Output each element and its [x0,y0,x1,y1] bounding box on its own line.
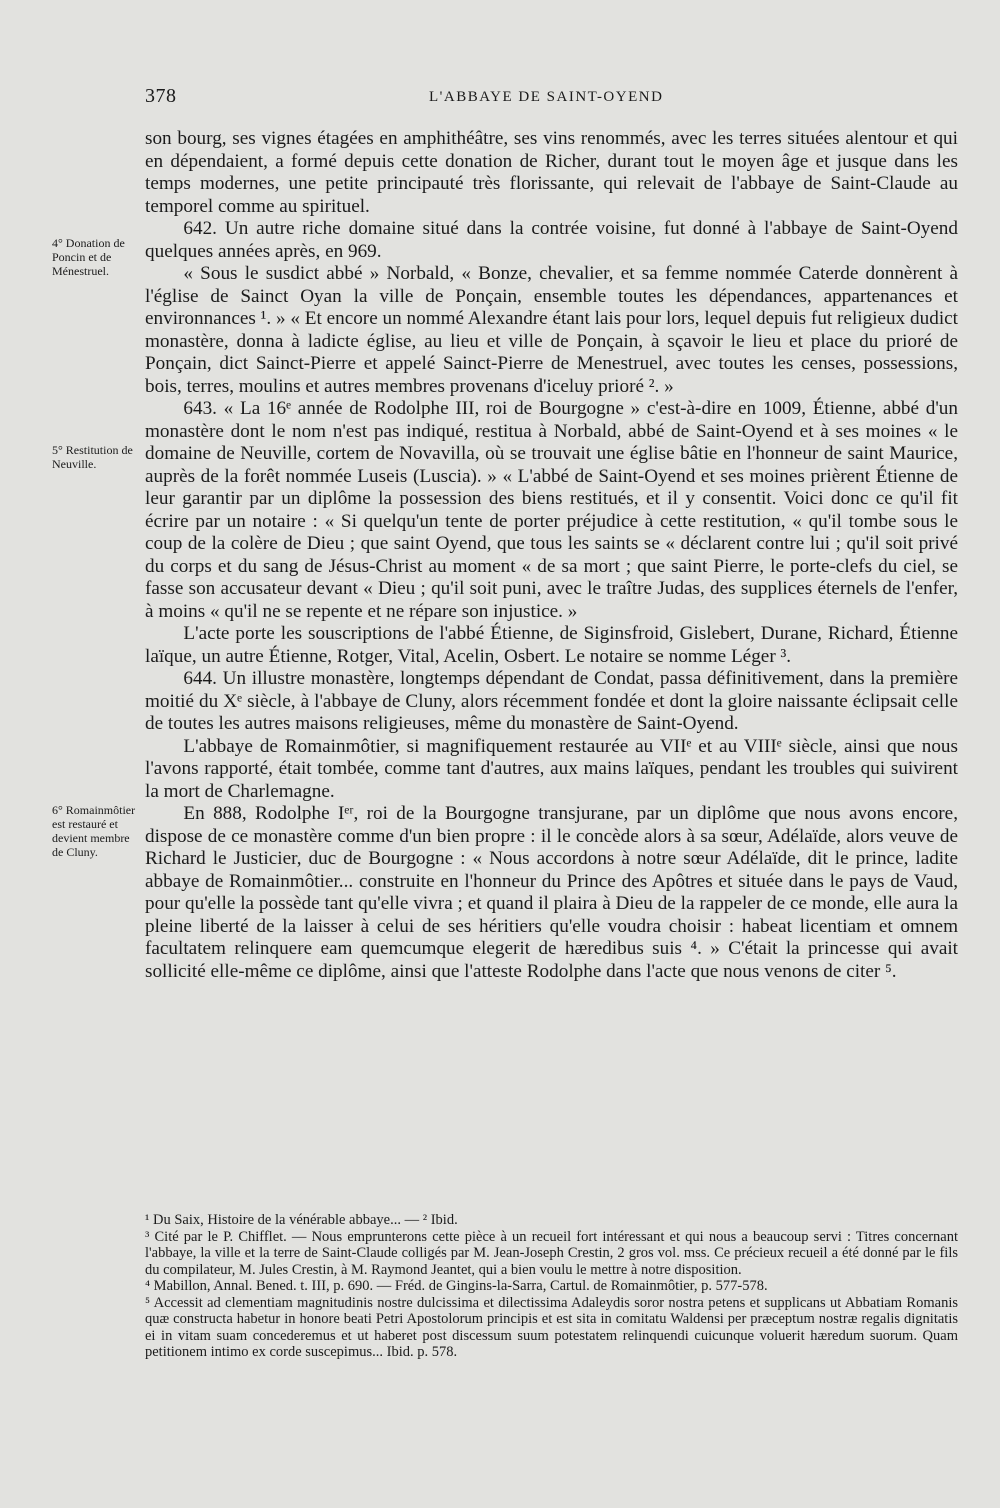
footnote: ⁴ Mabillon, Annal. Bened. t. III, p. 690. — Fréd. de Gingins-la-Sarra, Cartul. de Romainmôtier, p. 577-578. [145,1278,768,1294]
paragraph: son bourg, ses vignes étagées en amphithéâtre, ses vins renommés, avec les terres situées alentour et qui en dépendaient, a formé depuis cette donation de Richer, durant tout le moyen âge et jusque dans les temps modernes, une petite principauté très florissante, qui relevait de l'abbaye de Saint-Claude au temporel comme au spirituel. [145,128,958,217]
footnote: ³ Cité par le P. Chifflet. — Nous emprunterons cette pièce à un recueil fort intéressant et qui nous a beaucoup servi : Titres concernant l'abbaye, la ville et la terre de Saint-Claude colligés par M. Jean-Joseph Crestin, 2 gros vol. mss. Ce précieux recueil a été donné par le fils du compilateur, M. Jules Crestin, à M. Raymond Jeantet, qui a bien voulu le mettre à notre disposition. [145,1228,958,1278]
page-header [145,85,965,111]
paragraph: L'acte porte les souscriptions de l'abbé Étienne, de Siginsfroid, Gislebert, Durane, Richard, Étienne laïque, un autre Étienne, Rotger, Vital, Acelin, Osbert. Le notaire se nomme Léger ³. [145,623,958,667]
running-head: L'ABBAYE DE SAINT-OYEND [429,89,664,105]
margin-note-donation: 4° Donation de Poncin et de Ménestruel. [52,236,125,278]
paragraph: « Sous le susdict abbé » Norbald, « Bonze, chevalier, et sa femme nommée Caterde donnèrent à l'église de Sainct Oyan la ville de Ponçain, ensemble toutes les dépendances, appartenances et environnances ¹. » « Et encore un nommé Alexandre étant lais pour lors, lequel depuis fut religieux dudict monastère, donna à ladicte église, au lieu et ville de Ponçain, à sçavoir le lieu et place du prioré de Ponçain, dict Sainct-Pierre et appelé Sainct-Pierre de Menestruel, avec toutes les censes, possessions, bois, terres, moulins et autres membres provenans d'iceluy prioré ². » [145,263,958,397]
paragraph: En 888, Rodolphe Iᵉʳ, roi de la Bourgogne transjurane, par un diplôme que nous avons encore, dispose de ce monastère comme d'un bien propre : il le concède alors à sa sœur, Adélaïde, alors veuve de Richard le Justicier, duc de Bourgogne : « Nous accordons à notre sœur Adélaïde, dit le prince, ladite abbaye de Romainmôtier... construite en l'honneur du Prince des Apôtres et située dans le pays de Vaud, pour qu'elle la possède tant qu'elle vivra ; et quand il plaira à Dieu de la rappeler de ce monde, elle aura la pleine liberté de la laisser à celui de ses héritiers qu'elle voudra choisir : habeat licentiam et omnem facultatem relinquere eam quemcumque elegerit de hæredibus suis ⁴. » C'était la princesse qui avait sollicité elle-même ce diplôme, ainsi que l'atteste Rodolphe dans l'acte que nous venons de citer ⁵. [145,803,958,982]
main-text [145,128,958,983]
margin-note-restitution: 5° Restitution de Neuville. [52,443,133,471]
paragraph: 642. Un autre riche domaine situé dans la contrée voisine, fut donné à l'abbaye de Saint-Oyend quelques années après, en 969. [145,218,958,262]
page-number: 378 [145,85,177,107]
footnote: ¹ Du Saix, Histoire de la vénérable abbaye... — ² Ibid. [145,1212,458,1228]
margin-note-romainmotier: 6° Romainmôtier est restauré et devient membre de Cluny. [52,803,136,859]
footnotes [145,1212,958,1361]
paragraph: 644. Un illustre monastère, longtemps dépendant de Condat, passa définitivement, dans la première moitié du Xᵉ siècle, à l'abbaye de Cluny, alors récemment fondée et dont la gloire naissante éclipsait celle de toutes les autres maisons religieuses, même du monastère de Saint-Oyend. [145,668,958,734]
footnote: ⁵ Accessit ad clementiam magnitudinis nostre dulcissima et dilectissima Adaleydis soror nostra petens et supplicans ut Abbatiam Romanis quæ constructa habetur in honore beati Petri Apostolorum principis et est sita in comitatu Waldensi per præceptum nostræ regalis dignitatis ei in vitam suam concederemus et ut haberet post discessum suum potestatem relinquendi cuicunque voluerit hæredum suorum. Quam petitionem intimo ex corde suscepimus... Ibid. p. 578. [145,1294,958,1360]
paragraph: 643. « La 16ᵉ année de Rodolphe III, roi de Bourgogne » c'est-à-dire en 1009, Étienne, abbé d'un monastère dont le nom n'est pas indiqué, restitua à Norbald, abbé de Saint-Oyend et à ses moines « le domaine de Neuville, cortem de Novavilla, où se trouvait une église bâtie en l'honneur de saint Maurice, auprès de la forêt nommée Luseis (Luscia). » « L'abbé de Saint-Oyend et ses moines prièrent Étienne de leur garantir par un diplôme la possession des biens restitués, et il y consentit. Voici donc ce qu'il fit écrire par un notaire : « Si quelqu'un tente de porter préjudice à cette restitution, « qu'il tombe sous le coup de la colère de Dieu ; que saint Oyend, que tous les saints se « déclarent contre lui ; qu'il soit privé du corps et du sang de Jésus-Christ au moment « de sa mort ; que saint Pierre, le porte-clefs du ciel, se fasse son accusateur devant « Dieu ; qu'il soit puni, avec le traître Judas, des supplices éternels de l'enfer, à moins « qu'il ne se repente et ne répare son injustice. » [145,398,958,622]
paragraph: L'abbaye de Romainmôtier, si magnifiquement restaurée au VIIᵉ et au VIIIᵉ siècle, ainsi que nous l'avons rapporté, était tombée, comme tant d'autres, aux mains laïques, pendant les troubles qui suivirent la mort de Charlemagne. [145,735,958,802]
